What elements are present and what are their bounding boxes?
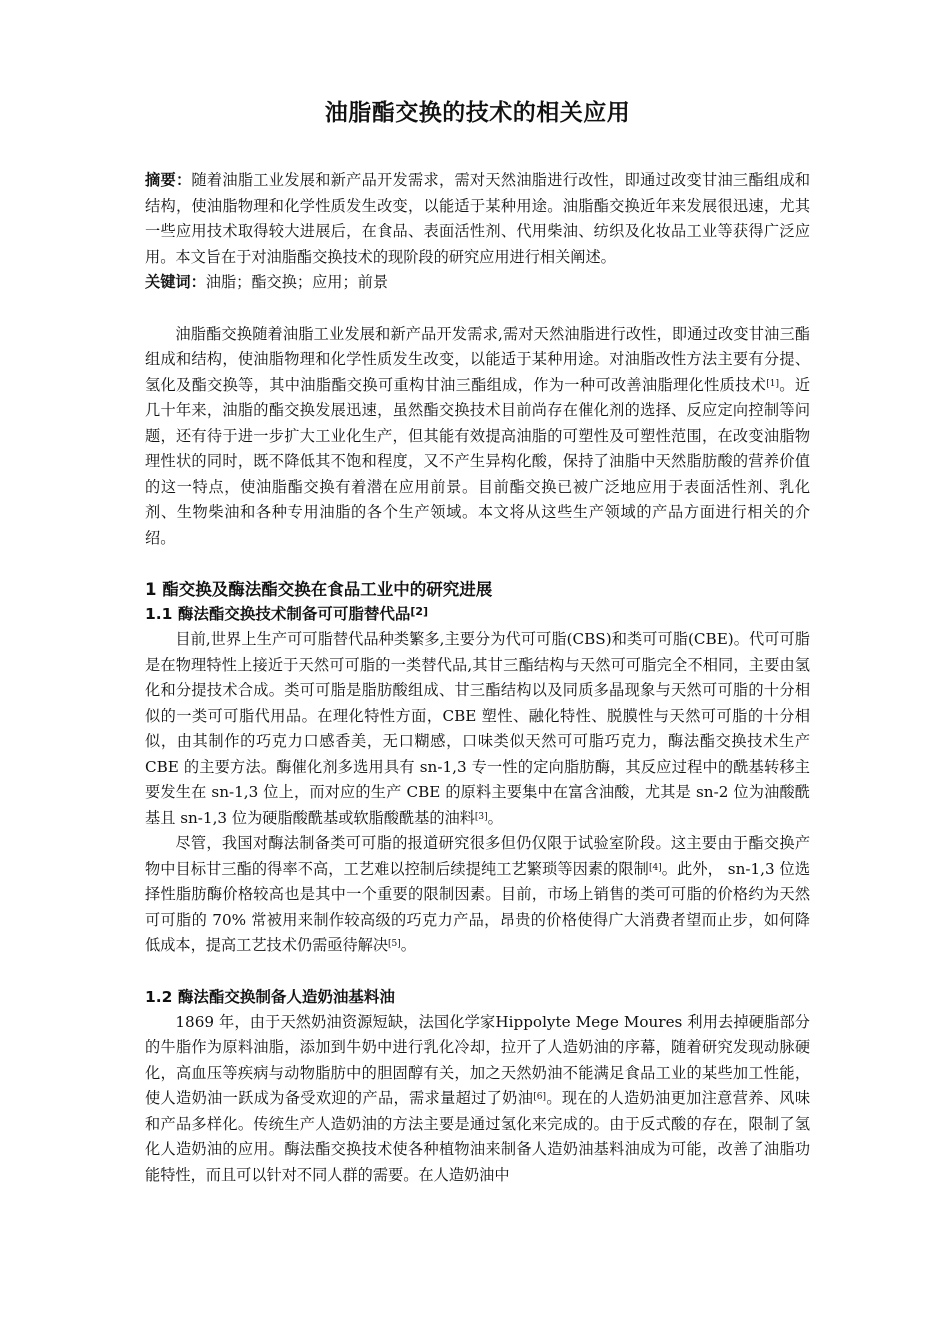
intro-text-b: 。近几十年来，油脂的酯交换发展迅速，虽然酯交换技术目前尚存在催化剂的选择、反应定向控制等问题，还有待于进一步扩大工业化生产，但其能有效提高油脂的可塑性及可塑性范围，在改变油脂物理性状的同时，既不降低其不饱和程度，又不产生异构化酸，保持了油脂中天然脂肪酸的营养价值的这一特点，使油脂酯交换有着潜在应用前景。目前酯交换已被广泛地应用于表面活性剂、乳化剂、生物柴油和各种专用油脂的各个生产领域。本文将从这些生产领域的产品方面进行相关的介绍。 [145, 375, 811, 547]
section-1-2-paragraph-1 [145, 1010, 810, 1189]
intro-paragraph [145, 322, 810, 552]
paper-title: 油脂酯交换的技术的相关应用 [324, 100, 631, 126]
section-1-2-heading: 1.2 酶法酯交换制备人造奶油基料油 [145, 987, 395, 1006]
section-1-1-paragraph-1 [145, 627, 810, 831]
citation-2: [2] [410, 605, 429, 618]
citation-1: [1] [766, 378, 779, 389]
section-1-1-paragraph-2 [145, 831, 810, 959]
keywords-text: 油脂；酯交换；应用；前景 [205, 273, 388, 291]
citation-4: [4] [648, 862, 662, 873]
section-1-heading: 1 酯交换及酶法酯交换在食品工业中的研究进展 [145, 580, 493, 599]
spacer [145, 959, 810, 985]
citation-3: [3] [474, 811, 488, 822]
keywords-label: 关键词： [145, 273, 206, 291]
citation-5: [5] [388, 939, 401, 949]
s11-p2-text-c: 。 [400, 936, 416, 954]
keywords [145, 270, 810, 296]
section-1-1-title: 1.1 酶法酯交换技术制备可可脂替代品 [145, 605, 411, 623]
abstract-text: 随着油脂工业发展和新产品开发需求，需对天然油脂进行改性，即通过改变甘油三酯组成和结构，使油脂物理和化学性质发生改变，以能适于某种用途。油脂酯交换近年来发展很迅速，尤其一些应用技术取得较大进展后，在食品、表面活性剂、代用柴油、纺织及化妆品工业等获得广泛应用。本文旨在于对油脂酯交换技术的现阶段的研究应用进行相关阐述。 [145, 171, 811, 266]
s12-p1-text-b: 。现在的人造奶油更加注意营养、风味和产品多样化。传统生产人造奶油的方法主要是通过氢化来完成的。由于反式酸的存在，限制了氢化人造奶油的应用。酶法酯交换技术使各种植物油来制备人造奶油基料油成为可能，改善了油脂功能特性，而且可以针对不同人群的需要。在人造奶油中 [145, 1089, 811, 1184]
abstract [145, 168, 810, 270]
s11-p1-text-b: 。 [487, 808, 503, 827]
citation-6: [6] [533, 1092, 546, 1102]
spacer [145, 551, 810, 577]
intro-text-a: 油脂酯交换随着油脂工业发展和新产品开发需求,需对天然油脂进行改性，即通过改变甘油三酯组成和结构，使油脂物理和化学性质发生改变，以能适于某种用途。对油脂改性方法主要有分提、氢化及酯交换等，其中油脂酯交换可重构甘油三酯组成，作为一种可改善油脂理化性质技术 [145, 324, 810, 394]
s11-p1-text-a: 目前,世界上生产可可脂替代品种类繁多,主要分为代可可脂(CBS)和类可可脂(CBE)。代可可脂是在物理特性上接近于天然可可脂的一类替代品,其甘三酯结构与天然可可脂完全不相同，主要由氢化和分提技术合成。类可可脂是脂肪酸组成、甘三酯结构以及同质多晶现象与天然可可脂的十分相似的一类可可脂代用品。在理化特性方面，CBE 塑性、融化特性、脱膜性与天然可可脂的十分相似，由其制作的巧克力口感香美，无口糊感，口味类似天然可可脂巧克力，酶法酯交换技术生产 CBE 的主要方法。酶催化剂多选用具有 sn-1,3 专一性的定向脂肪酶，其反应过程中的酰基转移主要发生在 sn-1,3 位上，而对应的生产 CBE 的原料主要集中在富含油酸，尤其是 sn-2 位为油酸酰基且 sn-1,3 位为硬脂酸酰基或软脂酸酰基的油料 [145, 630, 810, 827]
s11-p2-text-a: 尽管，我国对酶法制备类可可脂的报道研究很多但仍仅限于试验室阶段。这主要由于酯交换产物中目标甘三酯的得率不高，工艺难以控制后续提纯工艺繁琐等因素的限制 [145, 834, 810, 878]
document-page [145, 96, 810, 1188]
s11-p2-text-b: 。此外， sn-1,3 位选择性脂肪酶价格较高也是其中一个重要的限制因素。目前，市场上销售的类可可脂的价格约为天然可可脂的 70% 常被用来制作较高级的巧克力产品，昂贵的价格使得广大消费者望而止步，如何降低成本，提高工艺技术仍需亟待解决 [145, 859, 811, 954]
abstract-label: 摘要： [145, 171, 192, 189]
section-1-1-heading [145, 602, 810, 627]
s12-p1-text-a: 1869 年，由于天然奶油资源短缺，法国化学家Hippolyte Mege Moures 利用去掉硬脂部分的牛脂作为原料油脂，添加到牛奶中进行乳化冷却，拉开了人造奶油的序幕，随着研究发现动脉硬化，高血压等疾病与动物脂肪中的胆固醇有关，加之天然奶油不能满足食品工业的某些加工性能，使人造奶油一跃成为备受欢迎的产品，需求量超过了奶油 [145, 1012, 810, 1107]
